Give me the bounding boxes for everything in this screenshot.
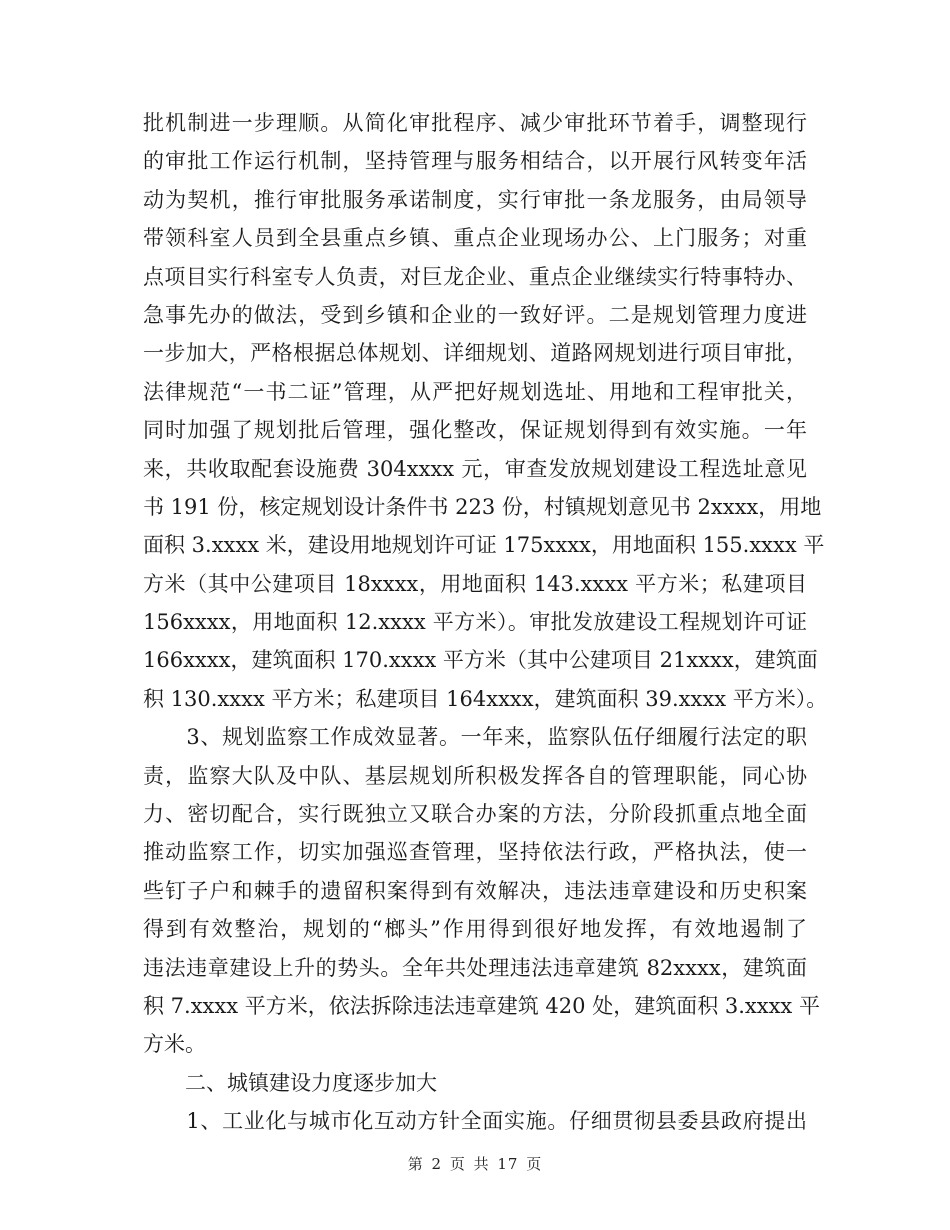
text-line: 点项目实行科室专人负责，对巨龙企业、重点企业继续实行特事特办、 <box>143 264 807 289</box>
text-line: 来，共收取配套设施费 304xxxx 元，审查发放规划建设工程选址意见 <box>143 456 807 481</box>
text-line: 3、规划监察工作成效显著。一年来，监察队伍仔细履行法定的职 <box>143 725 807 750</box>
text-line: 批机制进一步理顺。从简化审批程序、减少审批环节着手，调整现行 <box>143 111 807 135</box>
text-line: 些钉子户和棘手的遗留积案得到有效解决，违法违章建设和历史积案 <box>143 878 807 903</box>
section-heading: 二、城镇建设力度逐步加大 <box>143 1070 437 1095</box>
text-line: 急事先办的做法，受到乡镇和企业的一致好评。二是规划管理力度进 <box>143 302 807 327</box>
text-line: 动为契机，推行审批服务承诺制度，实行审批一条龙服务，由局领导 <box>143 187 807 212</box>
text-line: 166xxxx，建筑面积 170.xxxx 平方米（其中公建项目 21xxxx，建筑面 <box>143 648 818 673</box>
text-line: 得到有效整治，规划的“榔头”作用得到很好地发挥，有效地遏制了 <box>143 917 807 942</box>
text-line: 1、工业化与城市化互动方针全面实施。仔细贯彻县委县政府提出 <box>143 1109 807 1134</box>
text-line: 推动监察工作，切实加强巡查管理，坚持依法行政，严格执法，使一 <box>143 840 807 865</box>
text-line: 一步加大，严格根据总体规划、详细规划、道路网规划进行项目审批， <box>143 341 807 366</box>
document-body <box>143 104 828 1141</box>
text-line: 的审批工作运行机制，坚持管理与服务相结合，以开展行风转变年活 <box>143 149 807 174</box>
text-line: 力、密切配合，实行既独立又联合办案的方法，分阶段抓重点地全面 <box>143 802 807 827</box>
text-line: 方米。 <box>143 1032 206 1057</box>
text-line: 法律规范“一书二证”管理，从严把好规划选址、用地和工程审批关， <box>143 379 807 404</box>
text-line: 带领科室人员到全县重点乡镇、重点企业现场办公、上门服务；对重 <box>143 226 807 251</box>
text-line: 方米（其中公建项目 18xxxx，用地面积 143.xxxx 平方米；私建项目 <box>143 571 807 596</box>
text-line: 面积 3.xxxx 米，建设用地规划许可证 175xxxx，用地面积 155.xxxx 平 <box>143 533 825 558</box>
text-line: 同时加强了规划批后管理，强化整改，保证规划得到有效实施。一年 <box>143 418 807 443</box>
text-line: 积 130.xxxx 平方米；私建项目 164xxxx，建筑面积 39.xxxx 平方米）。 <box>143 686 828 711</box>
text-line: 违法违章建设上升的势头。全年共处理违法违章建筑 82xxxx，建筑面 <box>143 955 807 980</box>
text-line: 责，监察大队及中队、基层规划所积极发挥各自的管理职能，同心协 <box>143 763 807 788</box>
text-line: 156xxxx，用地面积 12.xxxx 平方米）。审批发放建设工程规划许可证 <box>143 610 807 635</box>
text-line: 书 191 份，核定规划设计条件书 223 份，村镇规划意见书 2xxxx，用地 <box>143 494 822 519</box>
page-number-footer: 第 2 页 共 17 页 <box>407 1155 543 1173</box>
text-line: 积 7.xxxx 平方米，依法拆除违法违章建筑 420 处，建筑面积 3.xxxx 平 <box>143 993 820 1018</box>
